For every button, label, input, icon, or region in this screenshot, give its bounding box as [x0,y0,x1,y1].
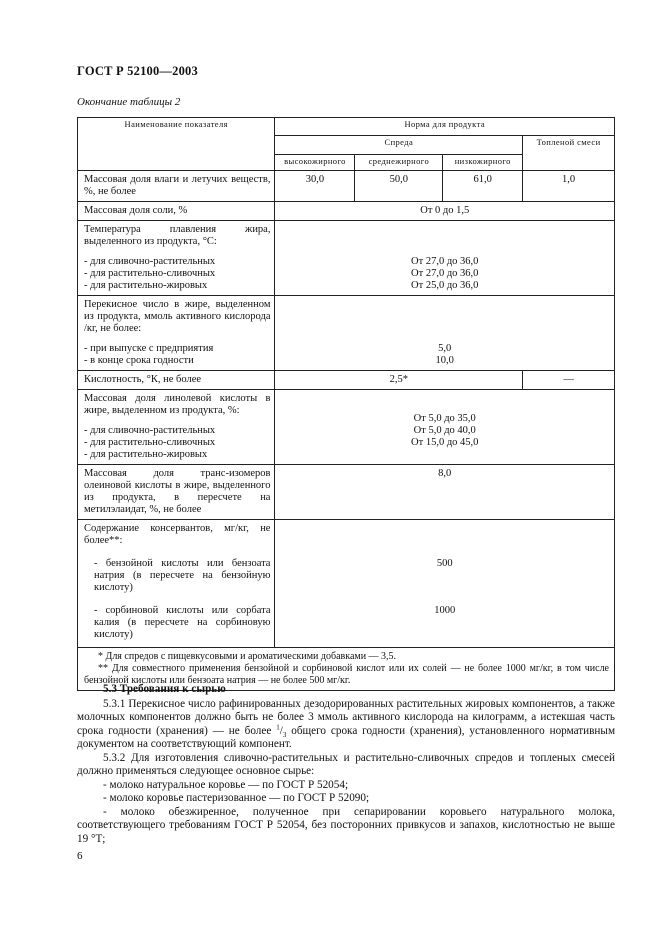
list-item: - для растительно-жировых [84,449,208,460]
value-moisture-melted: 1,0 [523,171,615,202]
table-caption: Окончание таблицы 2 [77,96,181,108]
value-linoleic-2: От 5,0 до 40,0 [413,425,476,436]
table-row [78,296,615,371]
row-name-peroxide: Перекисное число в жире, выделенном из продукта, ммоль активного кислорода /кг, не более: [84,299,271,334]
list-item: - молоко коровье пастеризованное — по ГОСТ Р 52090; [103,792,370,804]
value-melting-1: От 27,0 до 36,0 [411,256,479,267]
footnote-1: * Для спредов с пищевкусовыми и ароматическими добавками — 3,5. [98,651,397,662]
table-row [78,171,615,202]
list-item: - в конце срока годности [84,355,194,366]
footnote-2: ** Для совместного применения бензойной и сорбиновой кислот или их солей — не более 1000 мг/кг, в том числе бензойной кислоты или бензоата натрия — не более 500 мг/кг. [84,663,609,686]
value-sorbic: 1000 [275,602,615,648]
page-number: 6 [77,850,83,862]
table-row [78,555,615,602]
list-item: - для растительно-сливочных [84,268,216,279]
table-row [78,221,615,296]
row-name-linoleic: Массовая доля линолевой кислоты в жире, выделенном из продукта, %: [84,393,271,416]
value-moisture-mid: 50,0 [355,171,443,202]
header-high-fat: высокожирного [275,155,355,171]
paragraph-5-3-2: 5.3.2 Для изготовления сливочно-растительных и растительно-сливочных спредов и топленых смесей должно применяться следующее основное сырье: [77,751,615,777]
table-row [78,371,615,390]
row-name-preservatives: Содержание консервантов, мг/кг, не более**: [78,520,275,556]
value-melting-3: От 25,0 до 36,0 [411,280,479,291]
header-melted-mix: Топленой смеси [523,136,615,171]
row-name-acidity: Кислотность, °К, не более [78,371,275,390]
value-moisture-high: 30,0 [275,171,355,202]
value-acidity-spreads: 2,5* [275,371,523,390]
list-item: - для сливочно-растительных [84,425,216,436]
header-medium-fat: среднежирного [355,155,443,171]
table-row [78,202,615,221]
value-trans: 8,0 [275,465,615,520]
document-header: ГОСТ Р 52100—2003 [77,64,198,78]
paragraph-5-3-1: 5.3.1 Перекисное число рафинированных дезодорированных растительных жировых компонентов, а также молочных компонентов должно быть не более 3 ммоль активного кислорода на килограмм, а истекшая часть срока годности (хранения) — не более $^1/_3$ общего срока годности (хранения), установленного нормативным документом на соответствующий компонент. [77,697,616,750]
row-name-moisture: Массовая доля влаги и летучих веществ, %, не более [78,171,275,202]
requirements-table [77,117,615,691]
list-item: - при выпуске с предприятия [84,343,214,354]
value-salt: От 0 до 1,5 [275,202,615,221]
list-item: - для сливочно-растительных [84,256,216,267]
header-low-fat: низкожирного [443,155,523,171]
header-spreads: Спреда [275,136,523,155]
table-row [78,465,615,520]
value-peroxide-2: 10,0 [435,355,454,366]
value-acidity-melted: — [523,371,615,390]
value-melting-2: От 27,0 до 36,0 [411,268,479,279]
value-peroxide-1: 5,0 [438,343,452,354]
row-name-benzoic: - бензойной кислоты или бензоата натрия (в пересчете на бензойную кислоту) [78,555,275,602]
section-body [77,683,615,846]
row-name-melting: Температура плавления жира, выделенного из продукта, °С: [84,224,271,247]
row-name-salt: Массовая доля соли, % [78,202,275,221]
header-indicator-name: Наименование показателя [78,118,275,171]
list-item: - для растительно-сливочных [84,437,216,448]
list-item: - для растительно-жировых [84,280,208,291]
value-moisture-low: 61,0 [443,171,523,202]
list-item: - молоко натуральное коровье — по ГОСТ Р 52054; [103,778,349,791]
value-linoleic-1: От 5,0 до 35,0 [413,413,476,424]
row-name-sorbic: - сорбиновой кислоты или сорбата калия (в пересчете на сорбиновую кислоту) [78,602,275,648]
list-item: - молоко обезжиренное, полученное при сепарировании коровьего натурального молока, соответствующего требованиям ГОСТ Р 52054, без посторонних привкусов и запахов, кислотностью не выше 19 °Т; [77,805,615,845]
table-row [78,390,615,465]
value-benzoic: 500 [275,555,615,602]
header-product-norm: Норма для продукта [275,118,615,136]
value-linoleic-3: От 15,0 до 45,0 [411,437,479,448]
table-row [78,520,615,556]
section-heading: 5.3 Требования к сырью [103,683,226,695]
row-name-trans: Массовая доля транс-изомеров олеиновой кислоты в жире, выделенного из продукта, в пересчете на метилэлаидат, %, не более [78,465,275,520]
table-row [78,602,615,648]
